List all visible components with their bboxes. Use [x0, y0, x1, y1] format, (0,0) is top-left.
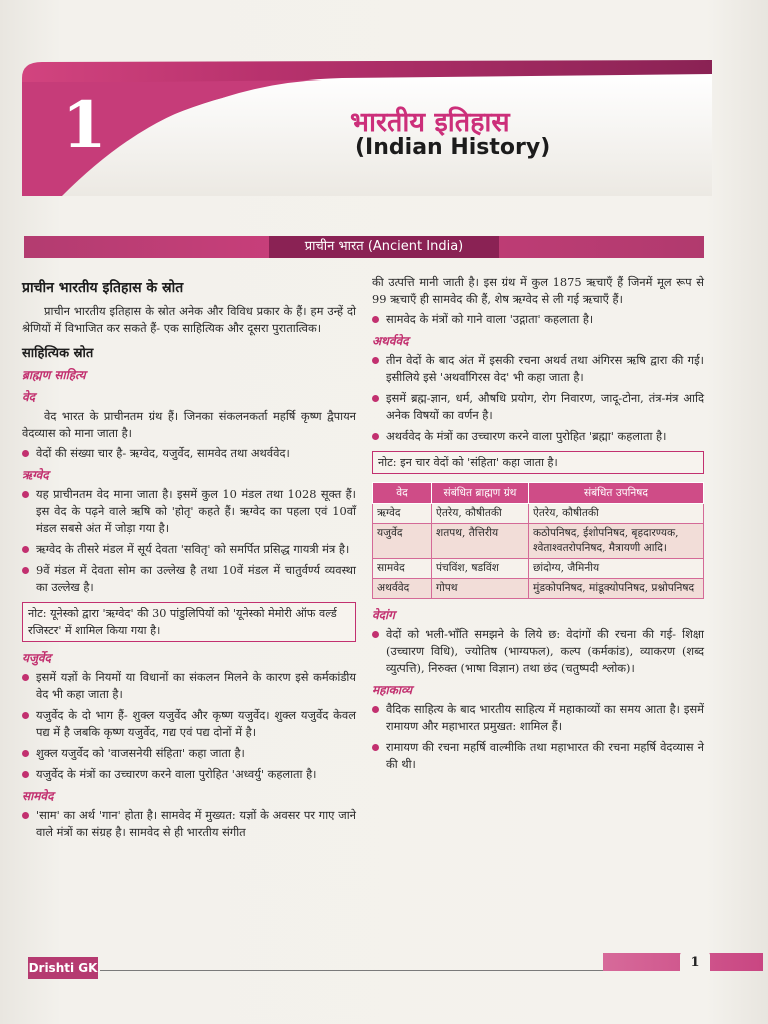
bullet-icon [372, 357, 379, 364]
vedang-heading: वेदांग [372, 608, 395, 622]
bullet-icon [22, 567, 29, 574]
page-number: 1 [680, 952, 710, 974]
bullet-icon [22, 712, 29, 719]
table-row: अथर्ववेद गोपथ मुंडकोपनिषद, मांडूक्योपनिषद, प्रश्नोपनिषद [373, 579, 704, 599]
note-box: नोट: यूनेस्को द्वारा 'ऋग्वेद' की 30 पांडुलिपियों को 'यूनेस्को मेमोरी ऑफ वर्ल्ड रजिस्टर' में शामिल किया गया है। [22, 602, 356, 642]
bullet-icon [22, 812, 29, 819]
bullet-icon [22, 546, 29, 553]
bullet-icon [372, 395, 379, 402]
footer-divider [100, 970, 605, 971]
list-item: इसमें ब्रह्म-ज्ञान, धर्म, औषधि प्रयोग, रोग निवारण, जादू-टोना, तंत्र-मंत्र आदि अनेक विषयों का वर्णन है। [372, 390, 704, 424]
chapter-number: 1 [62, 88, 107, 163]
rigved-heading: ऋग्वेद [22, 468, 49, 482]
literary-sources-heading: साहित्यिक स्रोत [22, 346, 94, 361]
list-item: वेदों की संख्या चार है- ऋग्वेद, यजुर्वेद, सामवेद तथा अथर्ववेद। [22, 445, 356, 462]
table-row: यजुर्वेद शतपथ, तैत्तिरीय कठोपनिषद, ईशोपनिषद, बृहदारण्यक, श्वेताश्वतरोपनिषद, मैत्रायणी आदि। [373, 524, 704, 559]
table-row: ऋग्वेद ऐतरेय, कौषीतकी ऐतरेय, कौषीतकी [373, 504, 704, 524]
list-item: शुक्ल यजुर्वेद को 'वाजसनेयी संहिता' कहा जाता है। [22, 745, 356, 762]
list-item: वेदों को भली-भाँति समझने के लिये छ: वेदांगों की रचना की गई- शिक्षा (उच्चारण विधि), ज्योतिष (भाग्यफल), कल्प (कर्मकांड), व्याकरण (शब्द व्युत्पत्ति), निरुक्त (भाषा विज्ञान) तथा छंद (चतुष्पदी श्लोक)। [372, 626, 704, 677]
sources-heading: प्राचीन भारतीय इतिहास के स्रोत [22, 280, 184, 296]
yajurved-heading: यजुर्वेद [22, 651, 51, 665]
table-row: सामवेद पंचविंश, षडविंश छांदोग्य, जैमिनीय [373, 559, 704, 579]
section-bar-title: प्राचीन भारत (Ancient India) [269, 236, 499, 258]
table-header: संबंधित ब्राह्मण ग्रंथ [432, 483, 529, 504]
brahman-literature-heading: ब्राह्मण साहित्य [22, 368, 86, 382]
list-item: यह प्राचीनतम वेद माना जाता है। इसमें कुल 10 मंडल तथा 1028 सूक्त हैं। इस वेद के पढ़ने वाले ऋषि को 'होतृ' कहते हैं। ऋग्वेद का पहला एवं 10वाँ मंडल सबसे अंत में जोड़ा गया है। [22, 486, 356, 537]
list-item: ऋग्वेद के तीसरे मंडल में सूर्य देवता 'सवितृ' को समर्पित प्रसिद्ध गायत्री मंत्र है। [22, 541, 356, 558]
bullet-icon [372, 433, 379, 440]
table-header: संबंधित उपनिषद [529, 483, 704, 504]
bullet-icon [372, 706, 379, 713]
list-item: यजुर्वेद के मंत्रों का उच्चारण करने वाला पुरोहित 'अध्वर्यु' कहलाता है। [22, 766, 356, 783]
bullet-icon [372, 744, 379, 751]
ved-heading: वेद [22, 390, 36, 404]
section-bar [24, 236, 704, 258]
bullet-icon [22, 750, 29, 757]
list-item: यजुर्वेद के दो भाग हैं- शुक्ल यजुर्वेद और कृष्ण यजुर्वेद। शुक्ल यजुर्वेद केवल पद्य में है जबकि कृष्ण यजुर्वेद, गद्य एवं पद्य दोनों में है। [22, 707, 356, 741]
list-item: इसमें यज्ञों के नियमों या विधानों का संकलन मिलने के कारण इसे कर्मकांडीय वेद भी कहा जाता है। [22, 669, 356, 703]
chapter-title-english: (Indian History) [355, 135, 551, 160]
bullet-icon [372, 631, 379, 638]
list-item: अथर्ववेद के मंत्रों का उच्चारण करने वाला पुरोहित 'ब्रह्मा' कहलाता है। [372, 428, 704, 445]
left-column [22, 280, 356, 845]
mahakavya-heading: महाकाव्य [372, 683, 413, 697]
note-box: नोट: इन चार वेदों को 'संहिता' कहा जाता है। [372, 451, 704, 474]
atharvaved-heading: अथर्ववेद [372, 334, 409, 348]
samved-heading: सामवेद [22, 789, 54, 803]
bullet-icon [22, 771, 29, 778]
list-item: 'साम' का अर्थ 'गान' होता है। सामवेद में मुख्यत: यज्ञों के अवसर पर गाए जाने वाले मंत्रों का संग्रह है। सामवेद से ही भारतीय संगीत [22, 807, 356, 841]
samved-continuation: की उत्पत्ति मानी जाती है। इस ग्रंथ में कुल 1875 ऋचाएँ हैं जिनमें मूल रूप से 99 ऋचाएँ ही सामवेद की हैं, शेष ऋग्वेद से ली गई ऋचाएँ हैं। [372, 275, 704, 306]
list-item: तीन वेदों के बाद अंत में इसकी रचना अथर्व तथा अंगिरस ऋषि द्वारा की गई। इसीलिये इसे 'अथर्वांगिरस वेद' भी कहा जाता है। [372, 352, 704, 386]
vedas-table [372, 482, 704, 599]
chapter-title-hindi: भारतीय इतिहास [350, 107, 510, 138]
list-item: वैदिक साहित्य के बाद भारतीय साहित्य में महाकाव्यों का समय आता है। इसमें रामायण और महाभारत प्रमुखत: शामिल हैं। [372, 701, 704, 735]
bullet-icon [22, 450, 29, 457]
list-item: सामवेद के मंत्रों को गाने वाला 'उद्गाता' कहलाता है। [372, 311, 704, 328]
bullet-icon [372, 316, 379, 323]
intro-paragraph: प्राचीन भारतीय इतिहास के स्रोत अनेक और विविध प्रकार के हैं। हम उन्हें दो श्रेणियों में विभाजित कर सकते हैं- एक साहित्यिक और दूसरा पुरातात्विक। [22, 304, 356, 335]
bullet-icon [22, 491, 29, 498]
right-column [372, 274, 704, 777]
publisher-logo: Drishti GK [28, 957, 98, 979]
list-item: रामायण की रचना महर्षि वाल्मीकि तथा महाभारत की रचना महर्षि वेदव्यास ने की थी। [372, 739, 704, 773]
list-item: 9वें मंडल में देवता सोम का उल्लेख है तथा 10वें मंडल में चातुर्वर्ण्य व्यवस्था का उल्लेख है। [22, 562, 356, 596]
ved-paragraph: वेद भारत के प्राचीनतम ग्रंथ हैं। जिनका संकलनकर्ता महर्षि कृष्ण द्वैपायन वेदव्यास को माना जाता है। [22, 409, 356, 440]
bullet-icon [22, 674, 29, 681]
table-header: वेद [373, 483, 432, 504]
